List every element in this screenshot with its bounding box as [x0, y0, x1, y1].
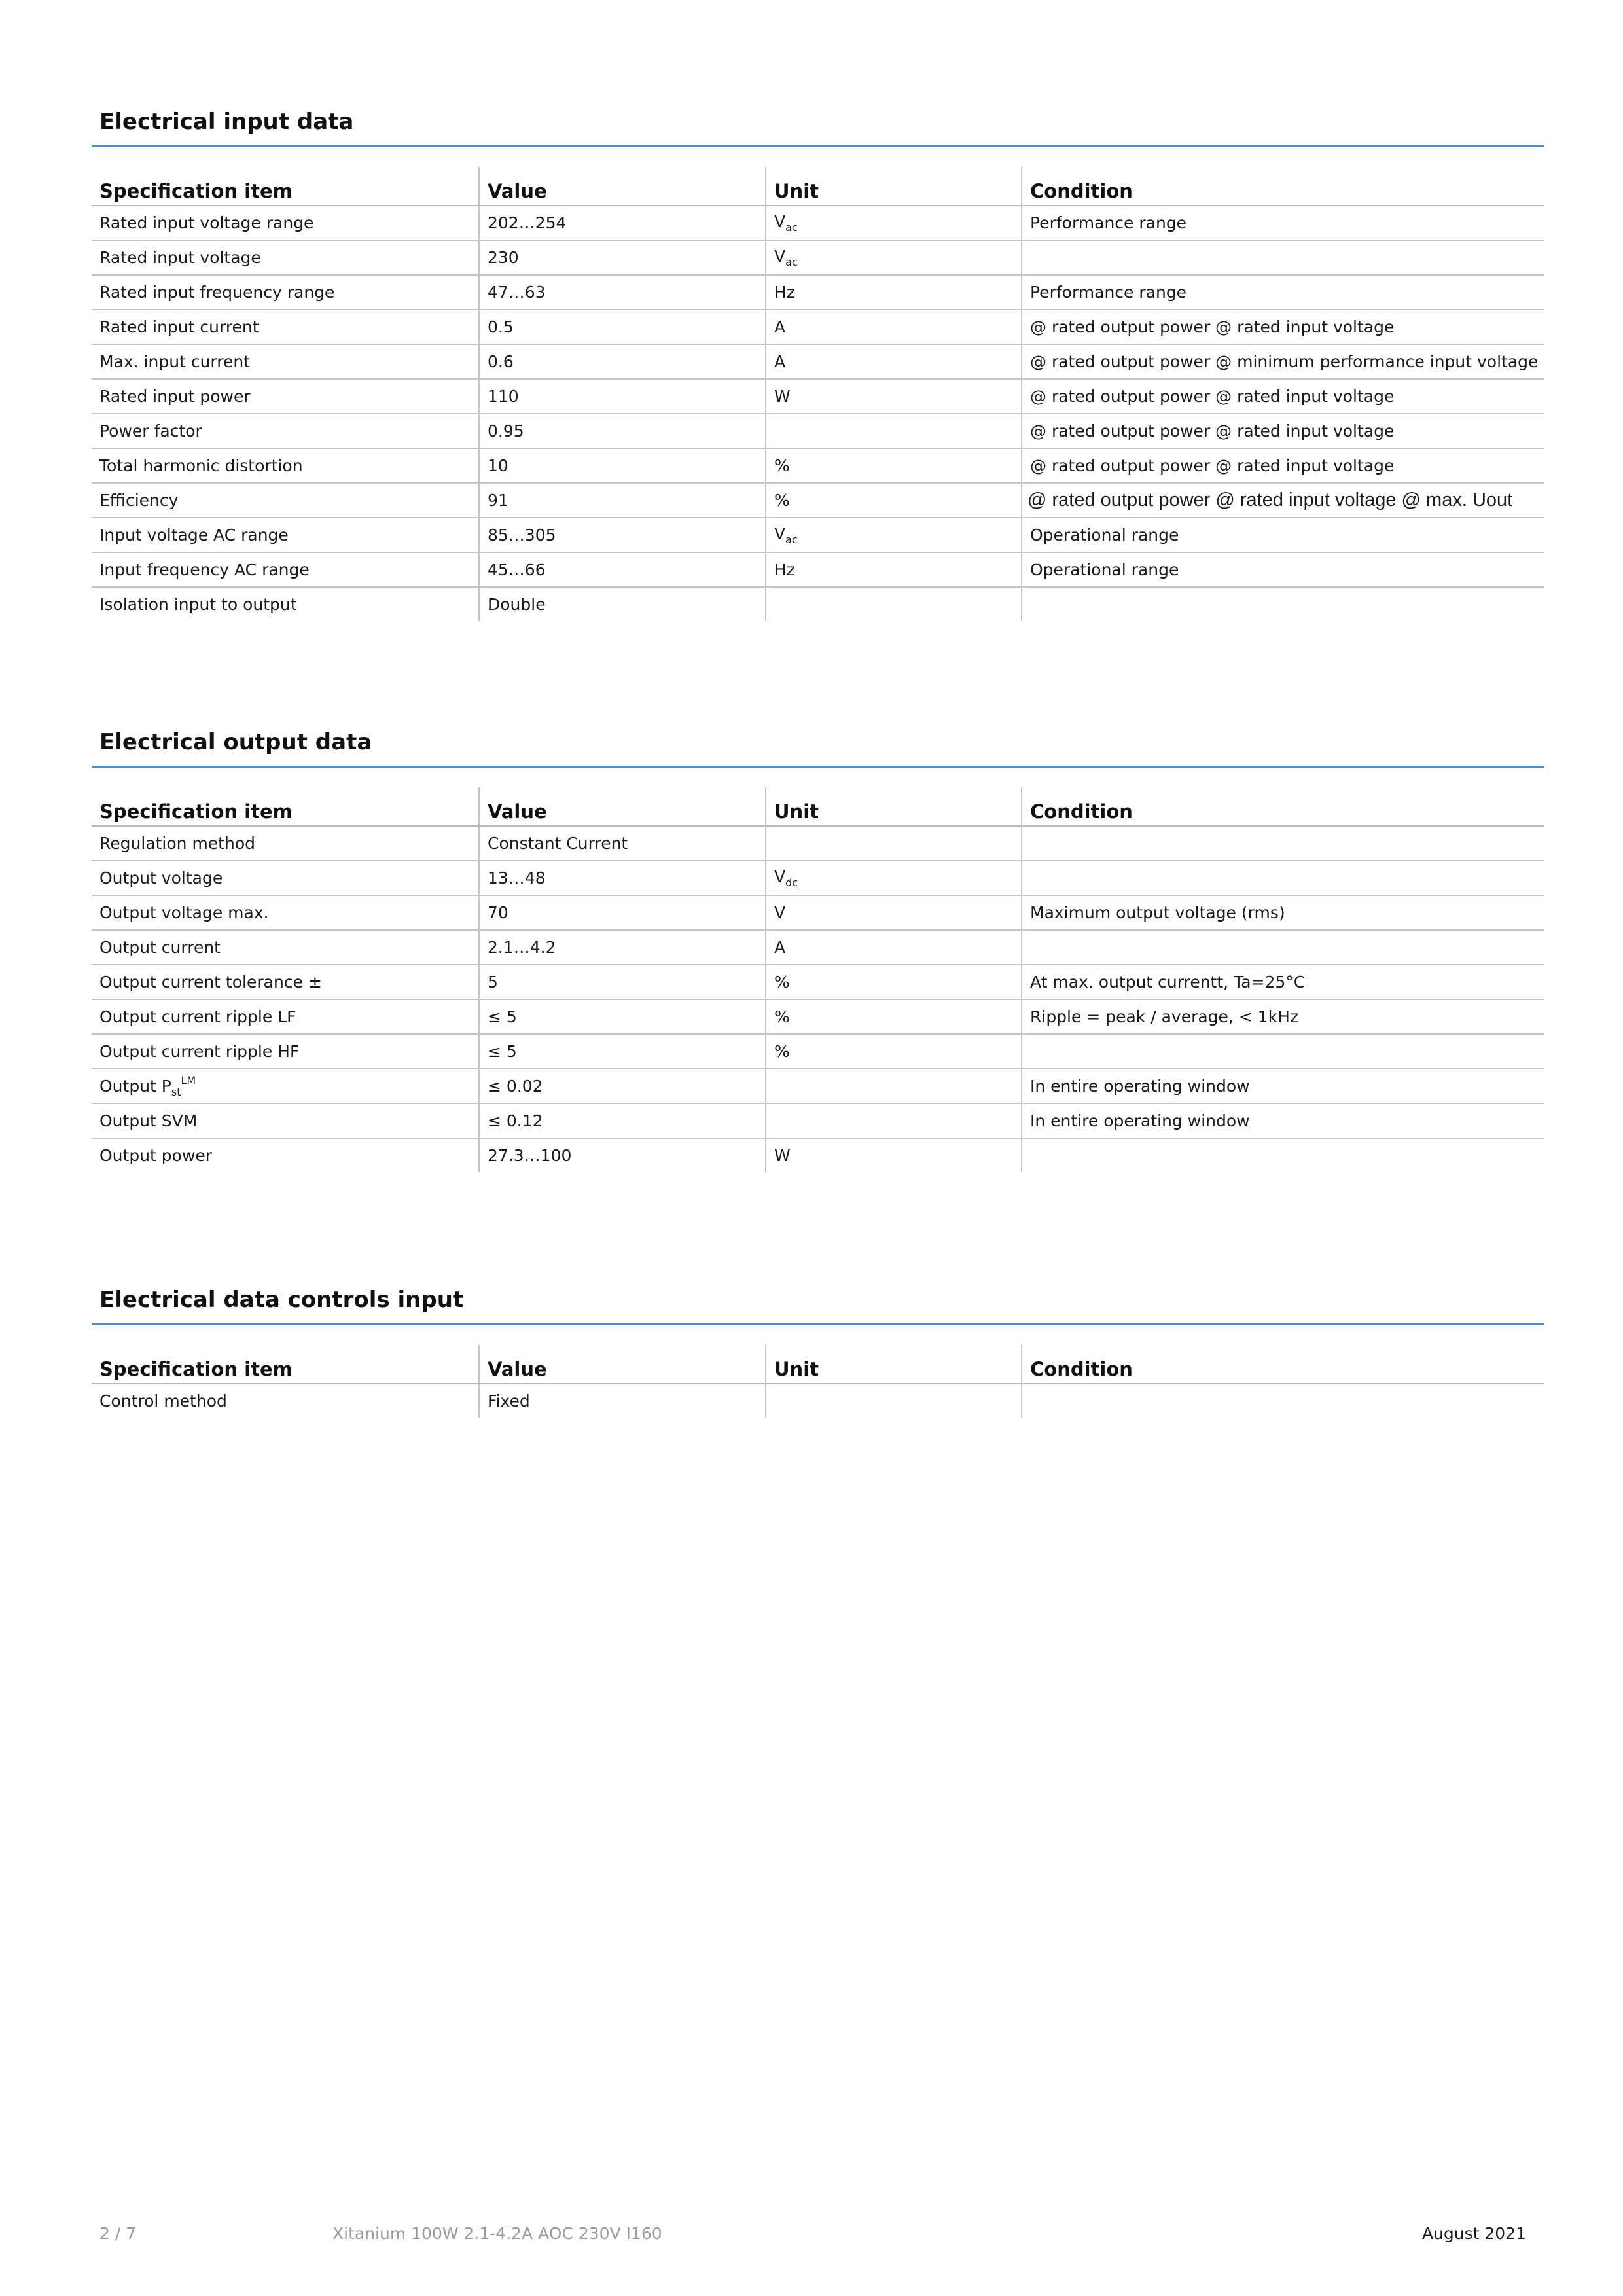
table-header-row — [92, 1345, 1544, 1384]
spec-condition — [1022, 1138, 1544, 1172]
spec-value: ≤ 0.12 — [479, 1103, 766, 1138]
spec-item: Output power — [99, 1146, 213, 1165]
spec-condition: @ rated output power @ rated input voltage @ max. Uout — [1022, 483, 1544, 518]
section-title: Electrical input data — [99, 109, 354, 135]
item-subscript: st — [171, 1086, 181, 1098]
spec-value: 0.95 — [479, 414, 766, 448]
table-row — [92, 1138, 1544, 1172]
spec-table — [92, 1345, 1544, 1418]
spec-item: Input frequency AC range — [92, 552, 479, 587]
table-row — [92, 518, 1544, 552]
table-header-row — [92, 167, 1544, 206]
spec-condition: @ rated output power @ rated input voltage — [1022, 379, 1544, 414]
unit-subscript: dc — [785, 876, 798, 889]
table-row — [92, 206, 1544, 240]
spec-condition: Operational range — [1022, 552, 1544, 587]
table-row — [92, 861, 1544, 895]
spec-value: Double — [479, 587, 766, 621]
table-row — [92, 414, 1544, 448]
column-header: Value — [479, 1345, 766, 1384]
column-header: Condition — [1022, 787, 1544, 826]
spec-condition — [1022, 861, 1544, 895]
unit-base: V — [774, 247, 786, 266]
spec-unit: V — [766, 895, 1022, 930]
section-electrical-input — [92, 105, 1544, 621]
table-row — [92, 310, 1544, 344]
spec-value: ≤ 0.02 — [479, 1069, 766, 1103]
unit-base: V — [774, 867, 786, 886]
spec-item: Output current — [92, 930, 479, 965]
spec-value: ≤ 5 — [479, 1034, 766, 1069]
spec-condition: At max. output currentt, Ta=25°C — [1022, 965, 1544, 999]
column-header: Specification item — [92, 1345, 479, 1384]
unit-base: V — [774, 212, 786, 231]
page-footer — [99, 2224, 1526, 2250]
spec-unit: % — [766, 483, 1022, 518]
spec-condition — [1022, 930, 1544, 965]
unit-subscript: ac — [785, 256, 798, 268]
item-base: Output P — [99, 1077, 171, 1096]
spec-item: Max. input current — [92, 344, 479, 379]
column-header: Condition — [1022, 167, 1544, 206]
spec-item: Control method — [99, 1391, 227, 1410]
spec-unit — [766, 1069, 1022, 1103]
item-superscript: LM — [181, 1074, 196, 1086]
table-row — [92, 379, 1544, 414]
column-header: Specification item — [92, 167, 479, 206]
spec-unit: A — [766, 930, 1022, 965]
spec-unit: Hz — [766, 552, 1022, 587]
table-row — [92, 999, 1544, 1034]
spec-value: 85…305 — [479, 518, 766, 552]
spec-value: 0.6 — [479, 344, 766, 379]
spec-condition — [1022, 587, 1544, 621]
spec-unit — [766, 206, 1022, 240]
spec-unit: % — [766, 1034, 1022, 1069]
spec-item: Total harmonic distortion — [92, 448, 479, 483]
spec-value: 10 — [479, 448, 766, 483]
section-electrical-output — [92, 725, 1544, 1172]
spec-unit: A — [766, 310, 1022, 344]
spec-item: Output voltage max. — [92, 895, 479, 930]
spec-condition: In entire operating window — [1022, 1103, 1544, 1138]
table-row — [92, 483, 1544, 518]
table-row — [92, 587, 1544, 621]
spec-condition — [1022, 826, 1544, 861]
spec-unit: % — [766, 999, 1022, 1034]
spec-value: 47…63 — [479, 275, 766, 310]
table-row — [92, 448, 1544, 483]
spec-item: Input voltage AC range — [92, 518, 479, 552]
spec-condition: Ripple = peak / average, < 1kHz — [1022, 999, 1544, 1034]
table-row — [92, 930, 1544, 965]
section-title: Electrical data controls input — [99, 1287, 464, 1313]
spec-value: 91 — [479, 483, 766, 518]
spec-condition: Performance range — [1022, 206, 1544, 240]
spec-unit — [766, 414, 1022, 448]
table-row — [92, 344, 1544, 379]
spec-unit — [766, 826, 1022, 861]
table-row — [92, 826, 1544, 861]
spec-unit — [766, 861, 1022, 895]
spec-condition: @ rated output power @ rated input voltage — [1022, 448, 1544, 483]
spec-table — [92, 167, 1544, 621]
table-row — [92, 1384, 1544, 1418]
unit-subscript: ac — [785, 221, 798, 234]
spec-condition — [1022, 1384, 1544, 1418]
spec-unit — [766, 518, 1022, 552]
spec-item: Rated input voltage range — [92, 206, 479, 240]
column-header: Value — [479, 787, 766, 826]
spec-item: Rated input voltage — [92, 240, 479, 275]
spec-condition: @ rated output power @ rated input voltage — [1022, 414, 1544, 448]
product-name: Xitanium 100W 2.1-4.2A AOC 230V I160 — [332, 2224, 662, 2243]
spec-value: ≤ 5 — [479, 999, 766, 1034]
spec-unit: A — [766, 344, 1022, 379]
spec-condition: @ rated output power @ minimum performance input voltage — [1022, 344, 1544, 379]
spec-unit: % — [766, 965, 1022, 999]
spec-unit — [766, 1384, 1022, 1418]
section-divider — [92, 766, 1544, 768]
spec-condition: In entire operating window — [1022, 1069, 1544, 1103]
section-controls-input — [92, 1283, 1544, 1418]
table-row — [92, 240, 1544, 275]
spec-table — [92, 787, 1544, 1172]
spec-condition — [1022, 1034, 1544, 1069]
spec-value: 5 — [479, 965, 766, 999]
spec-condition: Maximum output voltage (rms) — [1022, 895, 1544, 930]
spec-item: Rated input current — [92, 310, 479, 344]
section-divider — [92, 1323, 1544, 1325]
spec-value: 13…48 — [479, 861, 766, 895]
spec-unit — [766, 1103, 1022, 1138]
spec-item: Rated input power — [92, 379, 479, 414]
column-header: Condition — [1022, 1345, 1544, 1384]
spec-unit: % — [766, 448, 1022, 483]
spec-unit: W — [766, 1138, 1022, 1172]
section-title: Electrical output data — [99, 729, 372, 755]
spec-item — [92, 1069, 479, 1103]
publication-date: August 2021 — [1421, 2224, 1526, 2243]
spec-value: 45…66 — [479, 552, 766, 587]
table-row — [92, 895, 1544, 930]
spec-value: 2.1…4.2 — [479, 930, 766, 965]
spec-item: Efficiency — [92, 483, 479, 518]
spec-item: Power factor — [92, 414, 479, 448]
column-header: Unit — [766, 1345, 1022, 1384]
column-header: Unit — [766, 787, 1022, 826]
spec-value: 110 — [479, 379, 766, 414]
table-row — [92, 1103, 1544, 1138]
column-header: Value — [479, 167, 766, 206]
spec-item: Rated input frequency range — [92, 275, 479, 310]
spec-condition: Operational range — [1022, 518, 1544, 552]
section-divider — [92, 145, 1544, 147]
unit-base: V — [774, 524, 786, 543]
table-row — [92, 1069, 1544, 1103]
page-number: 2 / 7 — [99, 2224, 137, 2243]
spec-item: Output current tolerance ± — [92, 965, 479, 999]
spec-value: 70 — [479, 895, 766, 930]
spec-condition — [1022, 240, 1544, 275]
spec-unit: Hz — [766, 275, 1022, 310]
spec-condition: Performance range — [1022, 275, 1544, 310]
spec-unit: W — [766, 379, 1022, 414]
spec-item: Output current ripple HF — [92, 1034, 479, 1069]
spec-item: Output voltage — [92, 861, 479, 895]
spec-item: Isolation input to output — [99, 595, 297, 614]
spec-value: Fixed — [479, 1384, 766, 1418]
column-header: Unit — [766, 167, 1022, 206]
spec-value: 202…254 — [479, 206, 766, 240]
spec-value: 27.3…100 — [479, 1138, 766, 1172]
spec-item: Regulation method — [92, 826, 479, 861]
spec-unit — [766, 587, 1022, 621]
spec-item: Output SVM — [92, 1103, 479, 1138]
table-row — [92, 275, 1544, 310]
table-row — [92, 1034, 1544, 1069]
spec-condition: @ rated output power @ rated input voltage — [1022, 310, 1544, 344]
table-row — [92, 552, 1544, 587]
column-header: Specification item — [92, 787, 479, 826]
spec-value: Constant Current — [479, 826, 766, 861]
table-header-row — [92, 787, 1544, 826]
spec-unit — [766, 240, 1022, 275]
unit-subscript: ac — [785, 533, 798, 546]
spec-value: 0.5 — [479, 310, 766, 344]
spec-value: 230 — [479, 240, 766, 275]
spec-item: Output current ripple LF — [92, 999, 479, 1034]
table-row — [92, 965, 1544, 999]
